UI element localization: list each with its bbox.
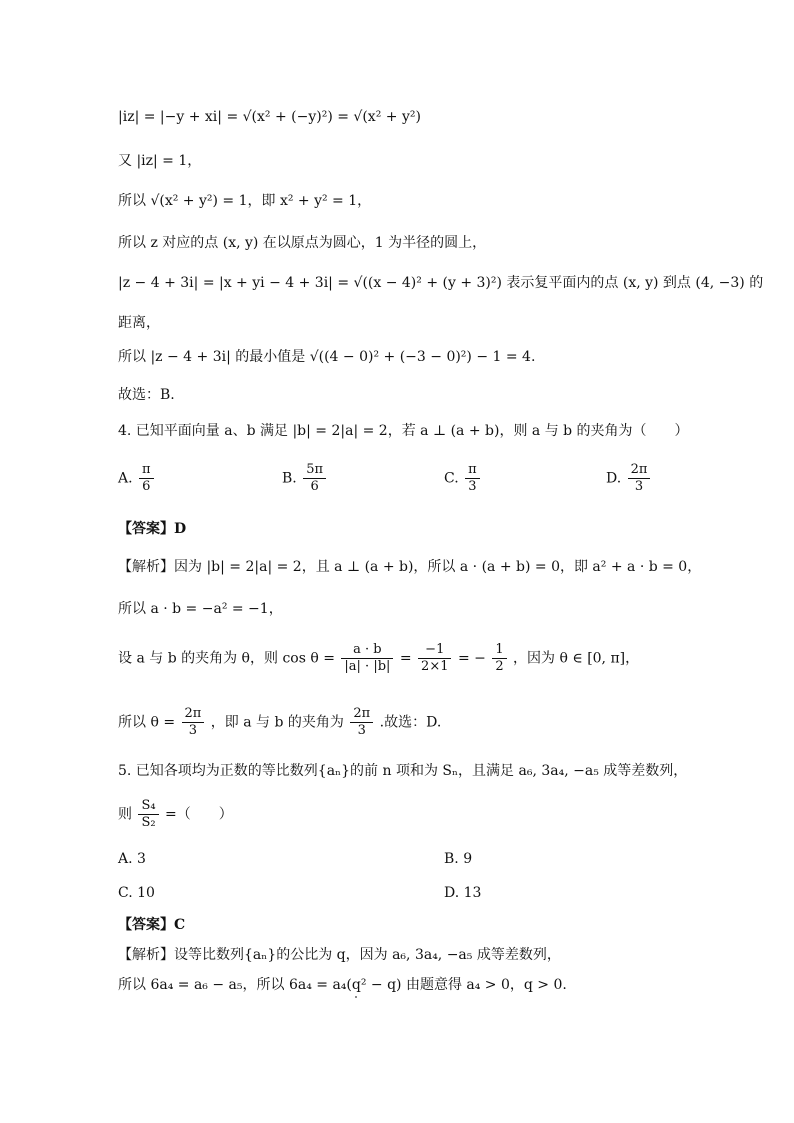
q5-analysis-line-2: 所以 6a₄ = a₆ − a₅，所以 6a₄ = a₄(q² − q) 由题意得 a₄ > 0，q > 0. — [118, 977, 567, 993]
q4-analysis-line-4 — [118, 706, 441, 739]
q5-option-d: D. 13 — [444, 885, 482, 901]
q4-value-fraction: $\frac{-1}{2\times 1}$ — [418, 642, 451, 675]
q5-analysis-line-1: 【解析】设等比数列{aₙ}的公比为 q，因为 a₆, 3a₄, −a₅ 成等差数列， — [118, 947, 561, 963]
q4-choice: .故选：D. — [379, 714, 442, 731]
solution-line-equation: 所以 √(x² + y²) = 1，即 x² + y² = 1， — [118, 193, 372, 209]
q5-option-a: A. 3 — [118, 851, 146, 867]
solution-line-circle: 所以 z 对应的点 (x, y) 在以原点为圆心，1 为半径的圆上， — [118, 235, 487, 251]
solution-line-distance: |z − 4 + 3i| = |x + yi − 4 + 3i| = √((x − 4)² + (y + 3)²) 表示复平面内的点 (x, y) 到点 (4, −3) 的 — [118, 275, 764, 291]
q4-option-b-fraction: $\frac{5\pi}{6}$ — [303, 462, 326, 495]
q4-option-c-fraction: $\frac{\pi}{3}$ — [465, 462, 480, 495]
q4-analysis-line-2: 所以 a · b = −a² = −1， — [118, 601, 283, 617]
q4-theta-range: ，因为 θ ∈ [0, π]， — [513, 650, 640, 667]
q4-cos-fraction: $\frac{a \cdot b}{|a| \cdot |b|}$ — [341, 642, 393, 675]
q5-then: 则 — [118, 806, 132, 823]
q4-angle-text: ，即 a 与 b 的夹角为 — [210, 714, 344, 731]
q4-cos-neg: = − — [457, 650, 486, 667]
question-5-stem: 5. 已知各项均为正数的等比数列{aₙ}的前 n 项和为 Sₙ，且满足 a₆, 3a₄, −a₅ 成等差数列， — [118, 763, 688, 779]
question-5-ratio — [118, 798, 233, 831]
question-4-stem: 4. 已知平面向量 a、b 满足 |b| = 2|a| = 2，若 a ⊥ (a + b)，则 a 与 b 的夹角为（ ） — [118, 423, 689, 439]
q4-analysis-line-3 — [118, 642, 639, 675]
solution-line-choice: 故选：B. — [118, 387, 175, 403]
q5-ratio-fraction: $\frac{\text{S₄}}{\text{S₂}}$ — [138, 798, 158, 831]
q4-option-a-label: A. — [118, 470, 133, 487]
q4-option-a — [118, 462, 156, 495]
q5-eq: =（ ） — [165, 806, 233, 823]
solution-line-minimum: 所以 |z − 4 + 3i| 的最小值是 √((4 − 0)² + (−3 − 0)²) − 1 = 4. — [118, 349, 536, 365]
page-marker-dot — [355, 996, 357, 998]
q4-answer: 【答案】D — [118, 521, 187, 537]
q4-option-d-fraction: $\frac{2\pi}{3}$ — [628, 462, 651, 495]
solution-line-modulus: |iz| = |−y + xi| = √(x² + (−y)²) = √(x² + y²) — [118, 109, 421, 125]
q4-option-b — [282, 462, 328, 495]
q4-half-fraction: $\frac{1}{2}$ — [492, 642, 506, 675]
q4-cos-prefix: 设 a 与 b 的夹角为 θ，则 cos θ = — [118, 650, 335, 667]
q4-option-d-label: D. — [606, 470, 622, 487]
q4-option-a-fraction: $\frac{\pi}{6}$ — [139, 462, 154, 495]
q4-analysis-line-1: 【解析】因为 |b| = 2|a| = 2，且 a ⊥ (a + b)，所以 a · (a + b) = 0，即 a² + a · b = 0， — [118, 559, 702, 575]
q4-angle-fraction: $\frac{2\pi}{3}$ — [350, 706, 373, 739]
solution-line-distance-cont: 距离， — [118, 315, 160, 331]
q4-theta-prefix: 所以 θ = — [118, 714, 176, 731]
q4-option-c — [444, 462, 482, 495]
q5-option-b: B. 9 — [444, 851, 473, 867]
q4-option-b-label: B. — [282, 470, 297, 487]
solution-line-given: 又 |iz| = 1， — [118, 153, 202, 169]
q5-answer: 【答案】C — [118, 917, 186, 933]
q4-theta-fraction: $\frac{2\pi}{3}$ — [182, 706, 205, 739]
q4-option-c-label: C. — [444, 470, 459, 487]
q4-cos-eq: = — [399, 650, 412, 667]
q5-option-c: C. 10 — [118, 885, 155, 901]
q4-option-d — [606, 462, 652, 495]
